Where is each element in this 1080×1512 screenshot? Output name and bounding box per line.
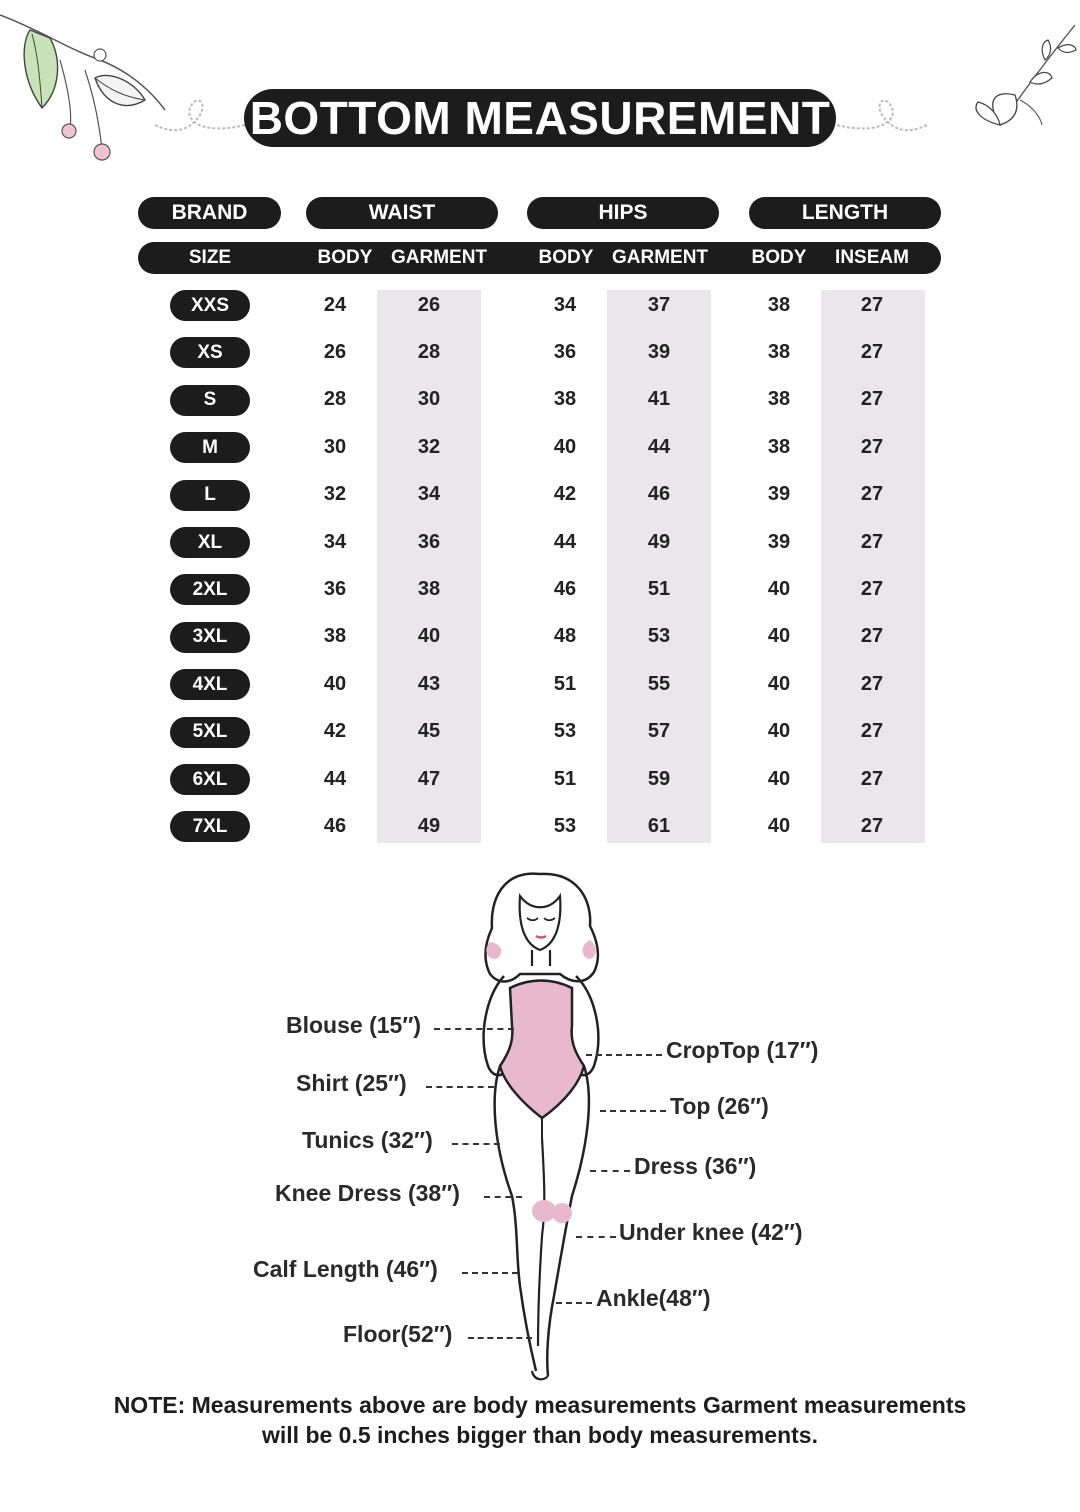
blouse-leader-line (434, 1028, 514, 1030)
hips-garment-cell: 61 (647, 814, 671, 837)
hips-garment-cell: 53 (647, 625, 671, 648)
waist-garment-cell: 36 (417, 530, 441, 553)
brand-header: BRAND (138, 197, 281, 229)
size-badge: XS (170, 337, 250, 368)
inseam-cell: 27 (860, 530, 884, 553)
inseam-cell: 27 (860, 720, 884, 743)
hips-garment-cell: 51 (647, 577, 671, 600)
croptop-leader-line (586, 1054, 662, 1056)
length-body-cell: 39 (767, 483, 791, 506)
size-badge: 6XL (170, 764, 250, 795)
page-title: BOTTOM MEASUREMENT (244, 89, 836, 147)
inseam-subheader: INSEAM (835, 247, 909, 268)
hips-garment-cell: 41 (647, 388, 671, 411)
size-badge: M (170, 432, 250, 463)
hips-body-cell: 36 (553, 340, 577, 363)
waist-garment-cell: 49 (417, 814, 441, 837)
waist-body-subheader: BODY (317, 247, 373, 268)
size-badge: 2XL (170, 574, 250, 605)
inseam-cell: 27 (860, 625, 884, 648)
waist-garment-column-bg (377, 290, 481, 843)
size-badge: 5XL (170, 717, 250, 748)
hips-garment-column-bg (607, 290, 711, 843)
waist-garment-cell: 26 (417, 293, 441, 316)
blouse-length-label: Blouse (15′′) (286, 1012, 422, 1038)
hips-header: HIPS (527, 197, 719, 229)
shirt-leader-line (426, 1086, 494, 1088)
inseam-column-bg (821, 290, 925, 843)
waist-body-cell: 24 (323, 293, 347, 316)
length-body-cell: 40 (767, 577, 791, 600)
hips-garment-cell: 46 (647, 483, 671, 506)
tunics-leader-line (452, 1143, 500, 1145)
size-badge: L (170, 480, 250, 511)
inseam-cell: 27 (860, 767, 884, 790)
inseam-cell: 27 (860, 814, 884, 837)
size-badge: 7XL (170, 811, 250, 842)
length-body-cell: 40 (767, 814, 791, 837)
hips-garment-cell: 57 (647, 720, 671, 743)
hips-body-cell: 34 (553, 293, 577, 316)
inseam-cell: 27 (860, 435, 884, 458)
length-body-cell: 40 (767, 720, 791, 743)
floor-leader-line (468, 1337, 532, 1339)
hips-body-cell: 38 (553, 388, 577, 411)
size-badge: 3XL (170, 622, 250, 653)
ankle-leader-line (556, 1302, 592, 1304)
knee-dress-leader-line (484, 1196, 522, 1198)
waist-garment-cell: 47 (417, 767, 441, 790)
waist-garment-cell: 32 (417, 435, 441, 458)
floor-length-label: Floor(52′′) (343, 1321, 453, 1347)
hips-body-cell: 40 (553, 435, 577, 458)
croptop-length-label: CropTop (17′′) (666, 1037, 819, 1063)
hips-body-cell: 42 (553, 483, 577, 506)
hips-body-subheader: BODY (538, 247, 594, 268)
size-badge: XL (170, 527, 250, 558)
calf-length-leader-line (462, 1272, 518, 1274)
hips-body-cell: 44 (553, 530, 577, 553)
inseam-cell: 27 (860, 577, 884, 600)
hips-body-cell: 48 (553, 625, 577, 648)
top-length-label: Top (26′′) (670, 1093, 769, 1119)
hips-body-cell: 53 (553, 814, 577, 837)
waist-header: WAIST (306, 197, 498, 229)
waist-garment-cell: 43 (417, 672, 441, 695)
size-subheader: SIZE (188, 247, 232, 268)
under-knee-length-label: Under knee (42′′) (619, 1219, 803, 1245)
length-body-cell: 40 (767, 625, 791, 648)
length-body-cell: 38 (767, 340, 791, 363)
ankle-length-label: Ankle(48′′) (596, 1285, 711, 1311)
waist-body-cell: 26 (323, 340, 347, 363)
waist-body-cell: 28 (323, 388, 347, 411)
waist-body-cell: 40 (323, 672, 347, 695)
waist-body-cell: 36 (323, 577, 347, 600)
size-badge: XXS (170, 290, 250, 321)
hips-garment-cell: 59 (647, 767, 671, 790)
waist-body-cell: 38 (323, 625, 347, 648)
waist-garment-cell: 38 (417, 577, 441, 600)
tunics-length-label: Tunics (32′′) (302, 1127, 433, 1153)
size-badge: 4XL (170, 669, 250, 700)
waist-garment-cell: 28 (417, 340, 441, 363)
waist-body-cell: 32 (323, 483, 347, 506)
waist-garment-cell: 30 (417, 388, 441, 411)
hips-body-cell: 51 (553, 767, 577, 790)
hips-garment-cell: 49 (647, 530, 671, 553)
waist-body-cell: 30 (323, 435, 347, 458)
waist-body-cell: 44 (323, 767, 347, 790)
hips-body-cell: 46 (553, 577, 577, 600)
waist-garment-subheader: GARMENT (390, 247, 488, 268)
waist-garment-cell: 45 (417, 720, 441, 743)
knee-dress-length-label: Knee Dress (38′′) (275, 1180, 460, 1206)
length-body-cell: 38 (767, 293, 791, 316)
top-leader-line (600, 1110, 666, 1112)
ribbon-flourish-right (832, 90, 932, 150)
length-body-cell: 39 (767, 530, 791, 553)
hips-garment-cell: 39 (647, 340, 671, 363)
dress-leader-line (590, 1170, 630, 1172)
hips-garment-cell: 55 (647, 672, 671, 695)
inseam-cell: 27 (860, 293, 884, 316)
waist-body-cell: 34 (323, 530, 347, 553)
waist-body-cell: 42 (323, 720, 347, 743)
length-body-subheader: BODY (751, 247, 807, 268)
dress-length-label: Dress (36′′) (634, 1153, 757, 1179)
calf-length-label: Calf Length (46′′) (253, 1256, 438, 1282)
waist-garment-cell: 34 (417, 483, 441, 506)
length-body-cell: 38 (767, 388, 791, 411)
waist-garment-cell: 40 (417, 625, 441, 648)
size-badge: S (170, 385, 250, 416)
shirt-length-label: Shirt (25′′) (296, 1070, 407, 1096)
length-body-cell: 38 (767, 435, 791, 458)
waist-body-cell: 46 (323, 814, 347, 837)
note-line-2: will be 0.5 inches bigger than body measurements. (262, 1422, 818, 1448)
inseam-cell: 27 (860, 483, 884, 506)
length-header: LENGTH (749, 197, 941, 229)
inseam-cell: 27 (860, 388, 884, 411)
length-body-cell: 40 (767, 767, 791, 790)
measurement-note (40, 1390, 1040, 1450)
hips-body-cell: 53 (553, 720, 577, 743)
hips-garment-cell: 37 (647, 293, 671, 316)
inseam-cell: 27 (860, 672, 884, 695)
hips-garment-cell: 44 (647, 435, 671, 458)
hips-garment-subheader: GARMENT (611, 247, 709, 268)
length-body-cell: 40 (767, 672, 791, 695)
note-line-1: NOTE: Measurements above are body measurements Garment measurements (113, 1392, 967, 1418)
ribbon-flourish-left (150, 90, 250, 150)
inseam-cell: 27 (860, 340, 884, 363)
leaf-branch-decoration-right (960, 20, 1080, 160)
hips-body-cell: 51 (553, 672, 577, 695)
under-knee-leader-line (576, 1236, 616, 1238)
